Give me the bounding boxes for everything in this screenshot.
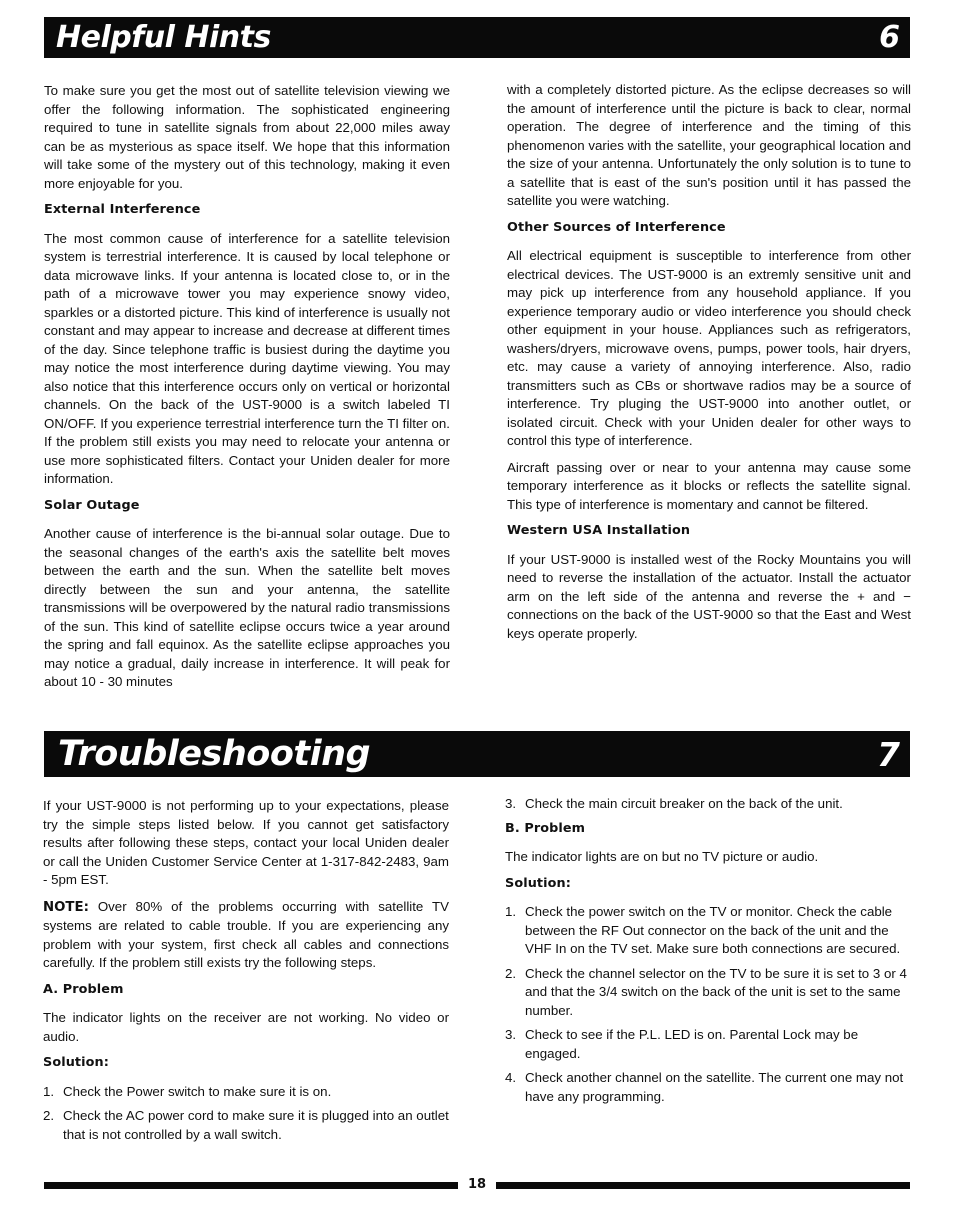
problem-a-solution-heading: Solution:: [43, 1055, 109, 1070]
problem-b-steps: [505, 903, 909, 1106]
problem-a-steps: [43, 1083, 449, 1145]
list-item: [43, 1083, 449, 1102]
footer-rule-right: [496, 1182, 910, 1189]
troubleshooting-banner: [44, 731, 910, 777]
troubleshooting-section-number: 7: [877, 734, 900, 774]
external-interference-body: The most common cause of interference for a satellite television system is terrestrial interference. It is caused by local telephone or data microwave links. If your antenna is located close to, or in the path of a microwave tower you may experience snowy video, sparkles or a distorted picture. This kind of interference is usually not constant and may appear to increase and decrease at different times of the day. Since telephone traffic is busiest during the daytime you may notice the most interference during daytime viewing. You may also notice that this interference occurs only on vertical or horizontal channels. On the back of the UST-9000 is a switch labeled TI ON/OFF. If you experience terrestrial interference turn the TI filter on. If the problem still exists you may need to relocate your antenna or use more sophisticated filters. Contact your Uniden dealer for more information.: [44, 230, 450, 486]
note-text: Over 80% of the problems occurring with satellite TV systems are related to cable trouble. If you are experiencing any problem with your system, first check all cables and connections carefully. If the problem still exists try the following steps.: [43, 898, 449, 970]
problem-a-steps-continued: [505, 795, 909, 814]
list-item: [505, 1069, 909, 1106]
step-text: Check another channel on the satellite. The current one may not have any programming.: [525, 1070, 904, 1104]
list-item: [505, 1026, 909, 1063]
other-sources-body-2: Aircraft passing over or near to your antenna may cause some temporary interference as it blocks or reflects the satellite signal. This type of interference is momentary and cannot be filtered.: [507, 459, 911, 512]
troubleshooting-title: Troubleshooting: [58, 734, 371, 774]
problem-a-heading: A. Problem: [43, 981, 124, 997]
troubleshooting-right-column: [505, 795, 909, 1112]
step-number: 3.: [505, 796, 517, 811]
step-number: 4.: [505, 1070, 517, 1085]
problem-a-description: The indicator lights on the receiver are not working. No video or audio.: [43, 1010, 449, 1044]
step-number: 2.: [43, 1108, 55, 1123]
problem-b-description: The indicator lights are on but no TV picture or audio.: [505, 849, 819, 864]
hints-intro: To make sure you get the most out of satellite television viewing we offer the following information. The sophisticated engineering required to tune in satellite signals from about 22,000 miles away can be as mysterious as space itself. We hope that this information will take some of the mystery out of this technology, making it even more enjoyable for you.: [44, 83, 450, 191]
step-text: Check the main circuit breaker on the back of the unit.: [525, 796, 843, 811]
helpful-hints-banner: [44, 17, 910, 58]
helpful-hints-section-number: 6: [879, 20, 900, 55]
other-sources-heading: Other Sources of Interference: [507, 219, 726, 235]
solar-outage-heading: Solar Outage: [44, 497, 140, 513]
step-text: Check the power switch on the TV or monitor. Check the cable between the RF Out connector on the back of the unit and the VHF In on the TV set. Make sure both connections are secured.: [525, 904, 901, 956]
troubleshooting-left-column: [43, 797, 449, 1150]
list-item: [505, 795, 909, 814]
list-item: [505, 965, 909, 1021]
step-text: Check the Power switch to make sure it is on.: [63, 1083, 332, 1099]
step-number: 3.: [505, 1027, 517, 1042]
page-number: 18: [467, 1177, 487, 1192]
footer-rule-left: [44, 1182, 458, 1189]
troubleshooting-intro: If your UST-9000 is not performing up to your expectations, please try the simple steps listed below. If you cannot get satisfactory results after following these steps, contact your local Uniden dealer or call the Uniden Customer Service Center at 1-317-842-2483, 9am - 5pm EST.: [43, 798, 449, 887]
step-text: Check to see if the P.L. LED is on. Parental Lock may be engaged.: [525, 1027, 859, 1061]
list-item: [43, 1107, 449, 1144]
other-sources-body-1: All electrical equipment is susceptible to interference from other electrical devices. The UST-9000 is an extremly sensitive unit and may pick up interference from any household appliance. If you experience temporary audio or video interference you should check other equipment in your house. Appliances such as refrigerators, washers/dryers, microwave ovens, pumps, power tools, hair dryers, etc. may cause a variety of annoying interference. Also, radio transmitters such as CBs or shortwave radios may be a source of interference. Try pluging the UST-9000 into another outlet, or isolated circuit. Check with your Uniden dealer for other ways to control this type of interference.: [507, 248, 911, 448]
western-usa-body: If your UST-9000 is installed west of the Rocky Mountains you will need to reverse the installation of the actuator. Install the actuator arm on the left side of the antenna and reverse the + and − connections on the back of the UST-9000 so that the East and West keys operate properly.: [507, 551, 911, 641]
step-number: 2.: [505, 965, 517, 981]
hints-left-column: [44, 82, 450, 700]
helpful-hints-title: Helpful Hints: [56, 20, 271, 55]
step-number: 1.: [43, 1083, 55, 1099]
external-interference-heading: External Interference: [44, 202, 201, 217]
note-label: NOTE:: [43, 899, 89, 915]
step-text: Check the channel selector on the TV to be sure it is set to 3 or 4 and that the 3/4 switch on the back of the unit is set to the same number.: [525, 965, 907, 1018]
western-usa-heading: Western USA Installation: [507, 523, 691, 538]
problem-b-solution-heading: Solution:: [505, 875, 571, 891]
step-number: 1.: [505, 904, 517, 919]
list-item: [505, 903, 909, 959]
step-text: Check the AC power cord to make sure it is plugged into an outlet that is not controlled by a wall switch.: [63, 1108, 449, 1142]
troubleshooting-note: [43, 898, 449, 973]
problem-b-heading: B. Problem: [505, 820, 586, 836]
hints-right-column: [507, 81, 911, 651]
solar-outage-body: Another cause of interference is the bi-annual solar outage. Due to the seasonal changes of the earth's axis the satellite belt moves between the earth and the sun. When the satellite belt moves directly between the sun and your antenna, the satellite transmissions will be overpowered by the natural radio transmissions of the sun. This kind of satellite eclipse occurs twice a year around the spring and fall equinox. As the satellite eclipse approaches you may notice a gradual, daily increase in interference. It will peak for about 10 - 30 minutes: [44, 526, 450, 689]
solar-outage-continued: with a completely distorted picture. As the eclipse decreases so will the amount of interference until the picture is back to clear, normal operation. The degree of interference and the timing of this phenomenon varies with the satellite, your geographical location and the size of your antenna. Unfortunately the only solution is to tune to a satellite that is east of the sun's position until it has passed the satellite you were watching.: [507, 82, 911, 208]
